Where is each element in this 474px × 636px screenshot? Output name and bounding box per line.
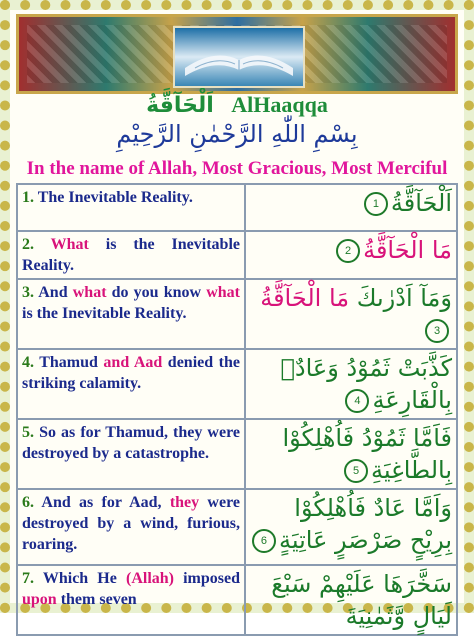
verse-translation [17, 279, 245, 349]
translation-segment: them seven [56, 591, 137, 608]
verse-translation [17, 565, 245, 635]
verse-row [17, 231, 457, 279]
verse-arabic [245, 419, 457, 489]
ayah-end-marker-icon: 2 [336, 239, 360, 263]
verse-row [17, 279, 457, 349]
translation-segment: upon [22, 591, 57, 608]
verse-translation [17, 489, 245, 565]
translation-segment: And as for Aad, [41, 494, 170, 511]
verse-number: 7. [22, 570, 43, 587]
translation-segment: is [88, 236, 134, 253]
surah-title-latin: AlHaaqqa [231, 92, 328, 117]
translation-segment: What [50, 236, 89, 253]
verse-row [17, 349, 457, 419]
verse-translation [17, 231, 245, 279]
translation-segment: imposed [173, 570, 241, 587]
translation-segment: So as for Thamud, they were destroyed by a catastrophe. [22, 424, 240, 462]
translation-segment: what [72, 284, 107, 301]
arabic-segment: فَاَمَّا ثَمُوْدُ فَاُهْلِكُوْا بِالطَّاغِيَةِ [282, 424, 452, 484]
verse-arabic [245, 184, 457, 231]
translation-segment: (Allah) [125, 570, 174, 587]
verse-row [17, 565, 457, 635]
ayah-end-marker-icon: 1 [364, 192, 388, 216]
translation-segment: they [169, 494, 200, 511]
ayah-end-marker-icon: 3 [425, 319, 449, 343]
translation-segment: were destroyed by a wind, furious, roaring. [22, 494, 240, 553]
verses-table [16, 183, 458, 636]
translation-segment: what [206, 284, 240, 301]
verse-arabic [245, 565, 457, 635]
verse-row [17, 184, 457, 231]
open-quran-image [173, 26, 305, 88]
arabic-segment: مَا الْحَآقَّةُ [363, 236, 452, 264]
arabic-segment: وَاَمَّا عَادٌ فَاُهْلِكُوْا بِرِيْحٍ صَرْصَرٍ عَاتِيَةٍ [278, 494, 452, 554]
translation-segment: Which He [42, 570, 126, 587]
verse-number: 5. [22, 424, 40, 441]
verse-row [17, 489, 457, 565]
verse-number: 3. [22, 284, 39, 301]
translation-segment: And [38, 284, 73, 301]
translation-segment: The Inevitable Reality. [37, 189, 193, 206]
arabic-segment: سَخَّرَهَا عَلَيْهِمْ سَبْعَ لَيَالٍ وَّثَمٰنِيَةَ [271, 570, 452, 630]
verse-number: 1. [22, 189, 38, 206]
translation-segment: denied the striking calamity. [22, 354, 240, 392]
bismillah-arabic: بِسْمِ اللّٰهِ الرَّحْمٰنِ الرَّحِيْمِ [116, 120, 358, 148]
verse-arabic [245, 489, 457, 565]
arabic-segment: كَذَّبَتْ ثَمُوْدُ وَعَادٌۢ بِالْقَارِعَةِ [280, 354, 452, 414]
translation-segment: Thamud [39, 354, 104, 371]
ayah-end-marker-icon: 6 [252, 529, 276, 553]
arabic-segment: وَمَآ اَدْرٰىكَ [349, 284, 452, 312]
translation-segment: the Inevitable Reality. [22, 236, 240, 274]
arabic-segment: مَا الْحَآقَّةُ [260, 284, 350, 312]
arabic-segment: اَلْحَآقَّةُ [390, 189, 452, 217]
verse-number: 6. [22, 494, 42, 511]
verse-arabic [245, 231, 457, 279]
verse-number: 2. [22, 236, 51, 253]
verse-row [17, 419, 457, 489]
ayah-end-marker-icon: 5 [344, 459, 368, 483]
translation-segment: and Aad [103, 354, 163, 371]
verse-arabic [245, 279, 457, 349]
bismillah-translation: In the name of Allah, Most Gracious, Most Merciful [26, 158, 448, 179]
verse-arabic [245, 349, 457, 419]
ayah-end-marker-icon: 4 [345, 389, 369, 413]
verse-translation [17, 184, 245, 231]
translation-segment: is the Inevitable Reality. [22, 305, 187, 322]
verse-number: 4. [22, 354, 40, 371]
surah-title-arabic: اَلْحَآقَّةُ [146, 93, 214, 118]
translation-segment: do you know [106, 284, 207, 301]
verse-translation [17, 349, 245, 419]
verse-translation [17, 419, 245, 489]
surah-title [18, 92, 456, 118]
